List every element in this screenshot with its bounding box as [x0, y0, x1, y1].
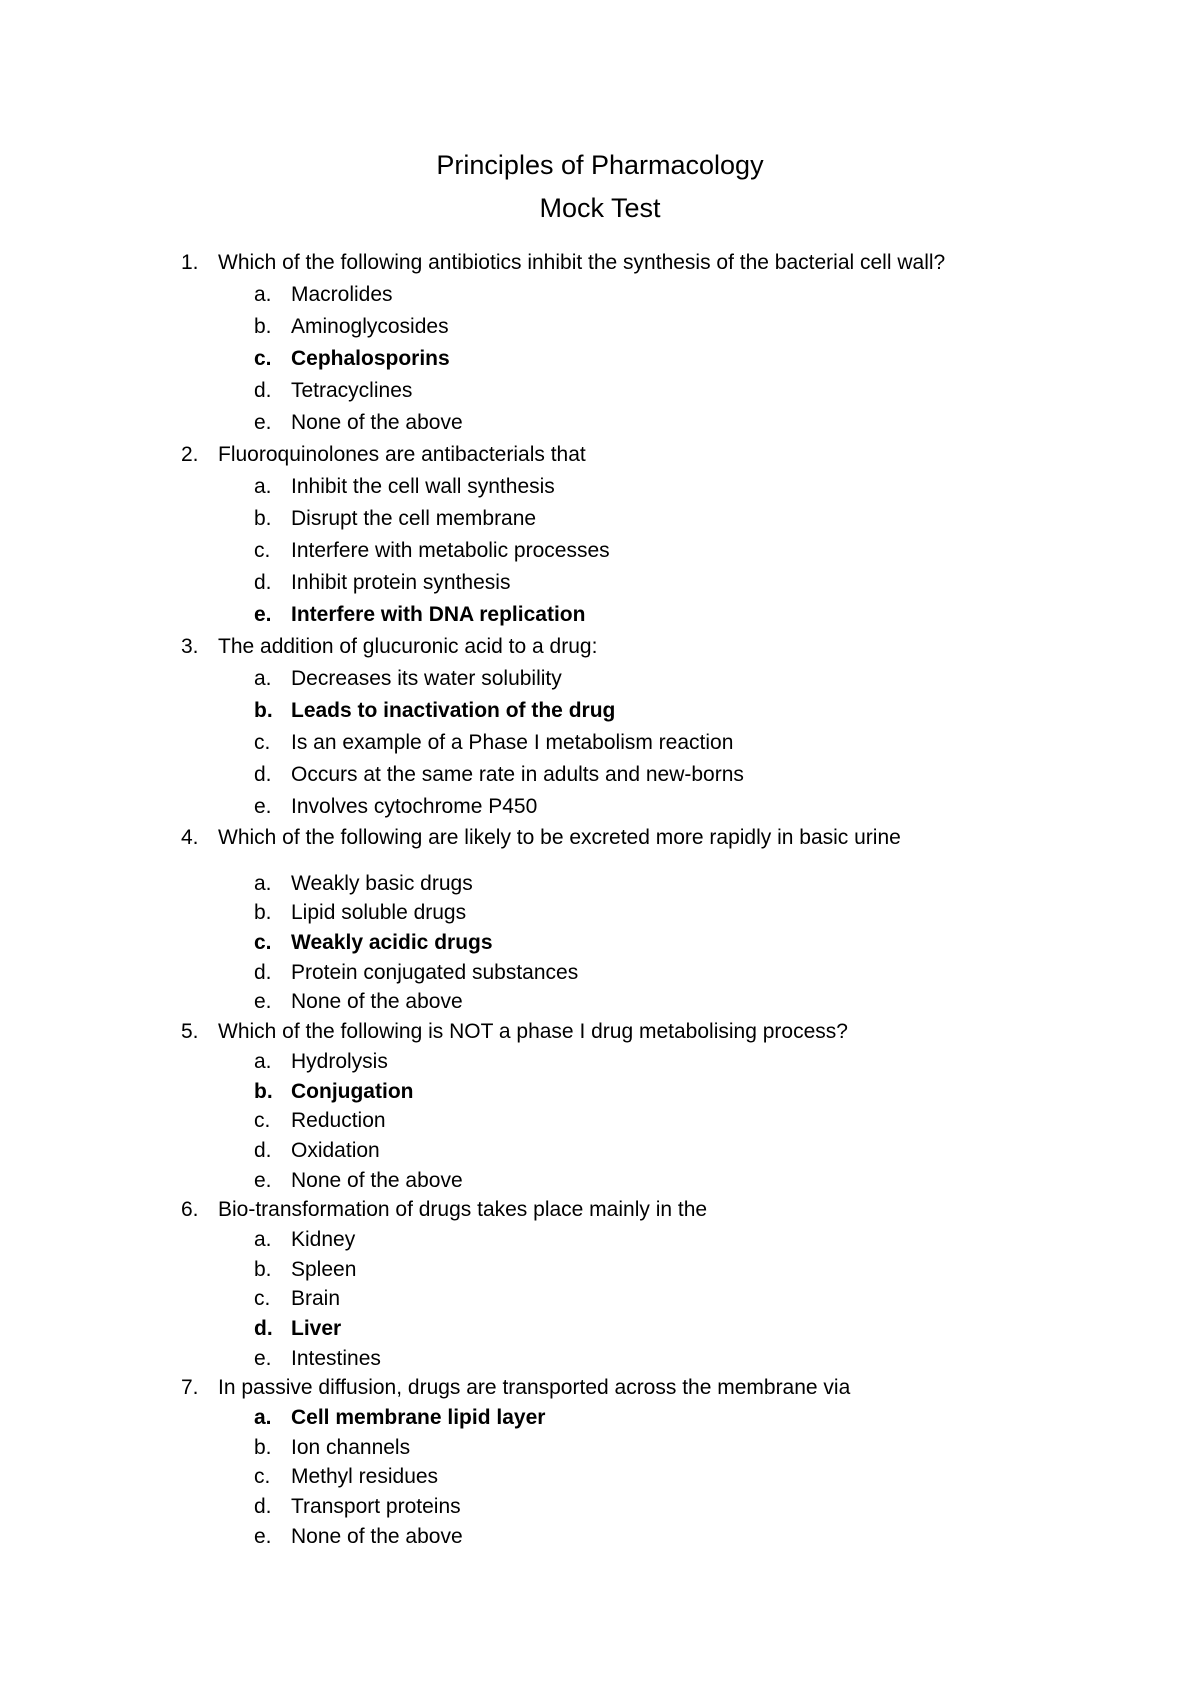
- option-text: Cephalosporins: [291, 347, 450, 370]
- answer-option: [0, 663, 1200, 695]
- option-letter: a.: [254, 1406, 272, 1430]
- option-text: Involves cytochrome P450: [291, 795, 538, 818]
- option-text: Methyl residues: [291, 1465, 439, 1489]
- option-letter: d.: [254, 1495, 272, 1519]
- question-item: [0, 1373, 1200, 1551]
- option-text: Occurs at the same rate in adults and new-borns: [291, 763, 744, 786]
- option-letter: e.: [254, 603, 272, 626]
- option-letter: b.: [254, 901, 272, 925]
- option-letter: a.: [254, 1049, 272, 1073]
- option-text: Oxidation: [291, 1138, 380, 1162]
- option-letter: b.: [254, 1079, 273, 1103]
- answer-option: [0, 1433, 1200, 1463]
- answer-option: [0, 375, 1200, 407]
- option-letter: a.: [254, 1227, 272, 1251]
- option-letter: c.: [254, 931, 272, 955]
- option-text: Is an example of a Phase I metabolism reaction: [291, 731, 734, 754]
- question-item: [0, 1195, 1200, 1373]
- option-letter: e.: [254, 990, 272, 1014]
- question-item: [0, 631, 1200, 823]
- option-letter: d.: [254, 960, 272, 984]
- option-text: Kidney: [291, 1227, 356, 1251]
- option-list: [0, 1047, 1200, 1195]
- option-text: Hydrolysis: [291, 1049, 388, 1073]
- option-list: [0, 663, 1200, 823]
- option-letter: c.: [254, 347, 272, 370]
- answer-option: [0, 791, 1200, 823]
- question-stem: [0, 631, 1200, 663]
- correct-answer-option: [0, 599, 1200, 631]
- answer-option: [0, 1225, 1200, 1255]
- option-list: [0, 279, 1200, 439]
- option-text: Brain: [291, 1287, 341, 1311]
- option-text: Reduction: [291, 1109, 386, 1133]
- answer-option: [0, 1106, 1200, 1136]
- answer-option: [0, 279, 1200, 311]
- answer-option: [0, 958, 1200, 988]
- option-letter: a.: [254, 871, 272, 895]
- answer-option: [0, 407, 1200, 439]
- option-letter: e.: [254, 1168, 272, 1192]
- option-text: Disrupt the cell membrane: [291, 507, 537, 530]
- correct-answer-option: [0, 1314, 1200, 1344]
- question-stem: [0, 439, 1200, 471]
- option-list: [0, 869, 1200, 1017]
- option-letter: d.: [254, 1317, 273, 1340]
- option-letter: a.: [254, 283, 272, 306]
- option-list: [0, 471, 1200, 631]
- option-list: [0, 1225, 1200, 1373]
- question-text: Which of the following are likely to be excreted more rapidly in basic urine: [218, 826, 901, 849]
- option-letter: c.: [254, 731, 271, 754]
- answer-option: [0, 311, 1200, 343]
- option-letter: e.: [254, 1524, 272, 1548]
- question-item: [0, 1017, 1200, 1195]
- option-letter: a.: [254, 667, 272, 690]
- question-text: Which of the following is NOT a phase I drug metabolising process?: [218, 1020, 848, 1044]
- option-text: Intestines: [291, 1346, 381, 1370]
- question-number: 1.: [181, 251, 199, 274]
- option-text: Liver: [291, 1317, 342, 1340]
- question-stem: [0, 1373, 1200, 1403]
- option-letter: b.: [254, 315, 272, 338]
- question-item: [0, 823, 1200, 1017]
- question-stem: [0, 1195, 1200, 1225]
- option-text: None of the above: [291, 1168, 463, 1192]
- question-number: 4.: [181, 826, 199, 849]
- question-text: Bio-transformation of drugs takes place mainly in the: [218, 1198, 708, 1222]
- option-letter: e.: [254, 1346, 272, 1370]
- answer-option: [0, 727, 1200, 759]
- question-number: 7.: [181, 1376, 199, 1400]
- answer-option: [0, 503, 1200, 535]
- option-letter: c.: [254, 1287, 271, 1311]
- answer-option: [0, 1166, 1200, 1196]
- answer-option: [0, 1136, 1200, 1166]
- answer-option: [0, 759, 1200, 791]
- option-text: None of the above: [291, 411, 463, 434]
- option-letter: d.: [254, 1138, 272, 1162]
- option-letter: e.: [254, 795, 272, 818]
- option-text: Inhibit protein synthesis: [291, 571, 511, 594]
- question-item: [0, 247, 1200, 439]
- option-letter: d.: [254, 763, 272, 786]
- correct-answer-option: [0, 1403, 1200, 1433]
- correct-answer-option: [0, 928, 1200, 958]
- option-letter: d.: [254, 379, 272, 402]
- option-letter: a.: [254, 475, 272, 498]
- option-text: Macrolides: [291, 283, 393, 306]
- answer-option: [0, 471, 1200, 503]
- question-number: 2.: [181, 443, 199, 466]
- question-text: Which of the following antibiotics inhibit the synthesis of the bacterial cell wall?: [218, 251, 946, 274]
- option-text: Aminoglycosides: [291, 315, 449, 338]
- answer-option: [0, 1462, 1200, 1492]
- option-letter: c.: [254, 1109, 271, 1133]
- answer-option: [0, 1522, 1200, 1552]
- option-letter: e.: [254, 411, 272, 434]
- option-letter: b.: [254, 507, 272, 530]
- option-text: Leads to inactivation of the drug: [291, 699, 616, 722]
- answer-option: [0, 1344, 1200, 1374]
- answer-option: [0, 898, 1200, 928]
- option-text: Inhibit the cell wall synthesis: [291, 475, 555, 498]
- option-text: Tetracyclines: [291, 379, 413, 402]
- option-letter: d.: [254, 571, 272, 594]
- option-text: Spleen: [291, 1257, 357, 1281]
- option-text: Decreases its water solubility: [291, 667, 562, 690]
- question-stem: [0, 1017, 1200, 1047]
- option-letter: b.: [254, 1257, 272, 1281]
- question-number: 5.: [181, 1020, 199, 1044]
- answer-option: [0, 567, 1200, 599]
- document-title: Principles of Pharmacology: [436, 150, 764, 180]
- correct-answer-option: [0, 1077, 1200, 1107]
- answer-option: [0, 987, 1200, 1017]
- document-subtitle: Mock Test: [539, 193, 661, 223]
- question-text: The addition of glucuronic acid to a drug:: [218, 635, 598, 658]
- correct-answer-option: [0, 695, 1200, 727]
- option-letter: b.: [254, 1435, 272, 1459]
- option-text: None of the above: [291, 1524, 463, 1548]
- answer-option: [0, 1284, 1200, 1314]
- option-list: [0, 1403, 1200, 1551]
- question-item: [0, 439, 1200, 631]
- option-text: Weakly acidic drugs: [291, 931, 493, 955]
- answer-option: [0, 535, 1200, 567]
- option-text: Conjugation: [291, 1079, 414, 1103]
- option-text: Transport proteins: [291, 1495, 461, 1519]
- answer-option: [0, 1047, 1200, 1077]
- option-letter: c.: [254, 1465, 271, 1489]
- question-number: 3.: [181, 635, 199, 658]
- answer-option: [0, 1492, 1200, 1522]
- question-text: Fluoroquinolones are antibacterials that: [218, 443, 586, 466]
- question-text: In passive diffusion, drugs are transported across the membrane via: [218, 1376, 851, 1400]
- option-letter: b.: [254, 699, 273, 722]
- question-stem: [0, 247, 1200, 279]
- option-text: Weakly basic drugs: [291, 871, 473, 895]
- correct-answer-option: [0, 343, 1200, 375]
- option-text: Interfere with DNA replication: [291, 603, 586, 626]
- option-text: Ion channels: [291, 1435, 411, 1459]
- answer-option: [0, 1255, 1200, 1285]
- option-text: None of the above: [291, 990, 463, 1014]
- answer-option: [0, 869, 1200, 899]
- question-stem: [0, 823, 1200, 853]
- option-text: Protein conjugated substances: [291, 960, 579, 984]
- question-number: 6.: [181, 1198, 199, 1222]
- question-list: [0, 247, 1200, 1552]
- option-text: Interfere with metabolic processes: [291, 539, 610, 562]
- option-letter: c.: [254, 539, 271, 562]
- option-text: Cell membrane lipid layer: [291, 1406, 546, 1430]
- option-text: Lipid soluble drugs: [291, 901, 467, 925]
